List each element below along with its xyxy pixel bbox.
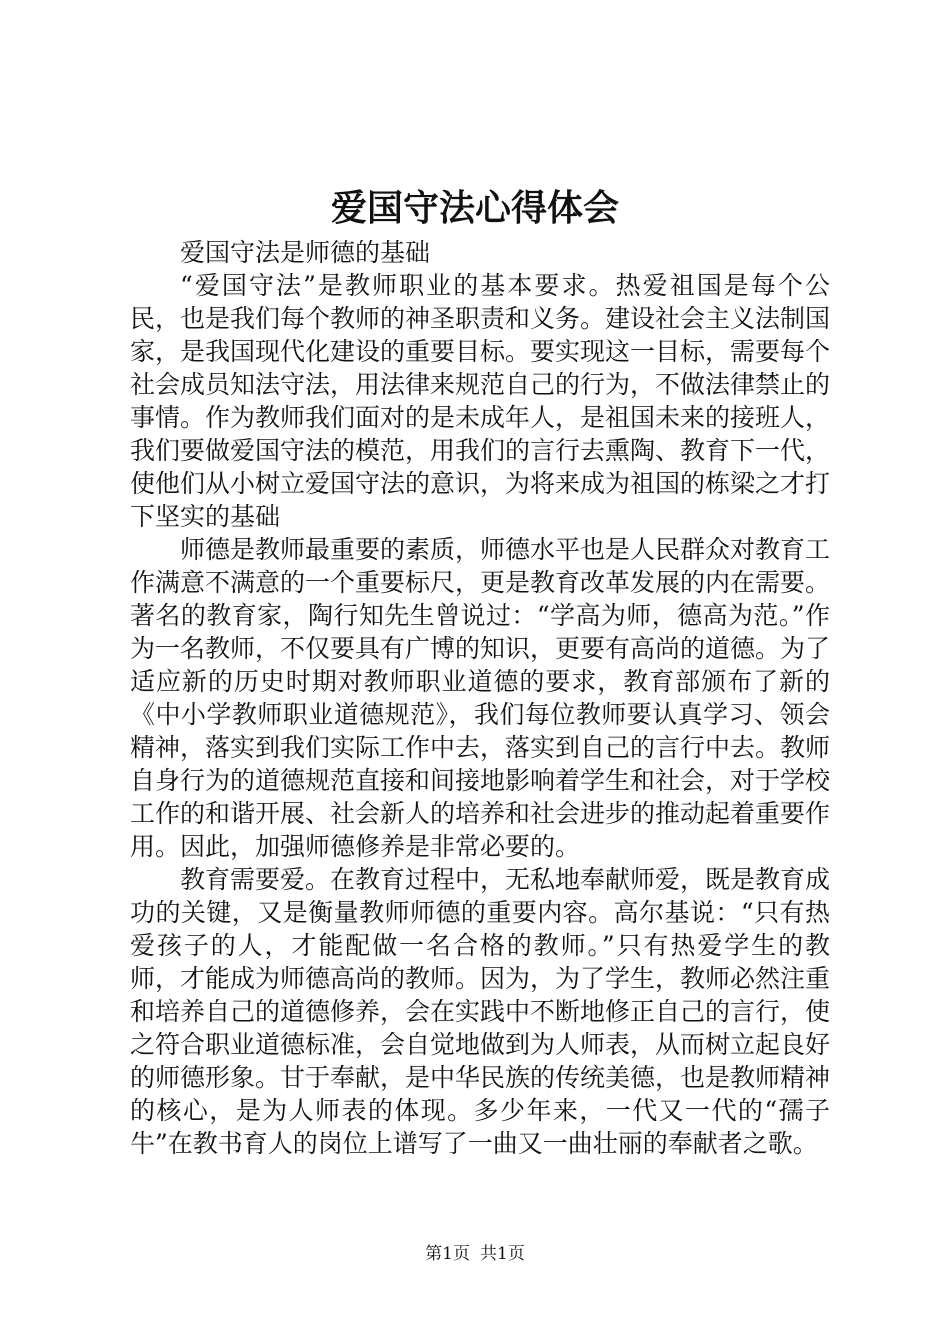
document-body bbox=[130, 236, 830, 1160]
page-number: 第1页 bbox=[425, 1244, 470, 1264]
page-footer bbox=[0, 1243, 950, 1265]
paragraph-heading: 爱国守法是师德的基础 bbox=[180, 238, 431, 267]
paragraph-3: 教育需要爱。在教育过程中，无私地奉献师爱，既是教育成功的关键，又是衡量教师师德的重要内容。高尔基说：“只有热爱孩子的人，才能配做一名合格的教师。”只有热爱学生的教师，才能成为师德高尚的教师。因为，为了学生，教师必然注重和培养自己的道德修养，会在实践中不断地修正自己的言行，使之符合职业道德标准，会自觉地做到为人师表，从而树立起良好的师德形象。甘于奉献，是中华民族的传统美德，也是教师精神的核心，是为人师表的体现。多少年来，一代又一代的“孺子牛”在教书育人的岗位上谱写了一曲又一曲壮丽的奉献者之歌。 bbox=[130, 865, 831, 1158]
page-total: 共1页 bbox=[480, 1244, 525, 1264]
document-title: 爱国守法心得体会 bbox=[330, 187, 619, 229]
paragraph-1: “爱国守法”是教师职业的基本要求。热爱祖国是每个公民，也是我们每个教师的神圣职责和义务。建设社会主义法制国家，是我国现代化建设的重要目标。要实现这一目标，需要每个社会成员知法守法，用法律来规范自己的行为，不做法律禁止的事情。作为教师我们面对的是未成年人，是祖国未来的接班人，我们要做爱国守法的模范，用我们的言行去熏陶、教育下一代，使他们从小树立爱国守法的意识，为将来成为祖国的栋梁之才打下坚实的基础 bbox=[130, 271, 831, 531]
paragraph-2: 师德是教师最重要的素质，师德水平也是人民群众对教育工作满意不满意的一个重要标尺，更是教育改革发展的内在需要。著名的教育家，陶行知先生曾说过：“学高为师，德高为范。”作为一名教师，不仅要具有广博的知识，更要有高尚的道德。为了适应新的历史时期对教师职业道德的要求，教育部颁布了新的《中小学教师职业道德规范》，我们每位教师要认真学习、领会精神，落实到我们实际工作中去，落实到自己的言行中去。教师自身行为的道德规范直接和间接地影响着学生和社会，对于学校工作的和谐开展、社会新人的培养和社会进步的推动起着重要作用。因此，加强师德修养是非常必要的。 bbox=[130, 535, 831, 861]
